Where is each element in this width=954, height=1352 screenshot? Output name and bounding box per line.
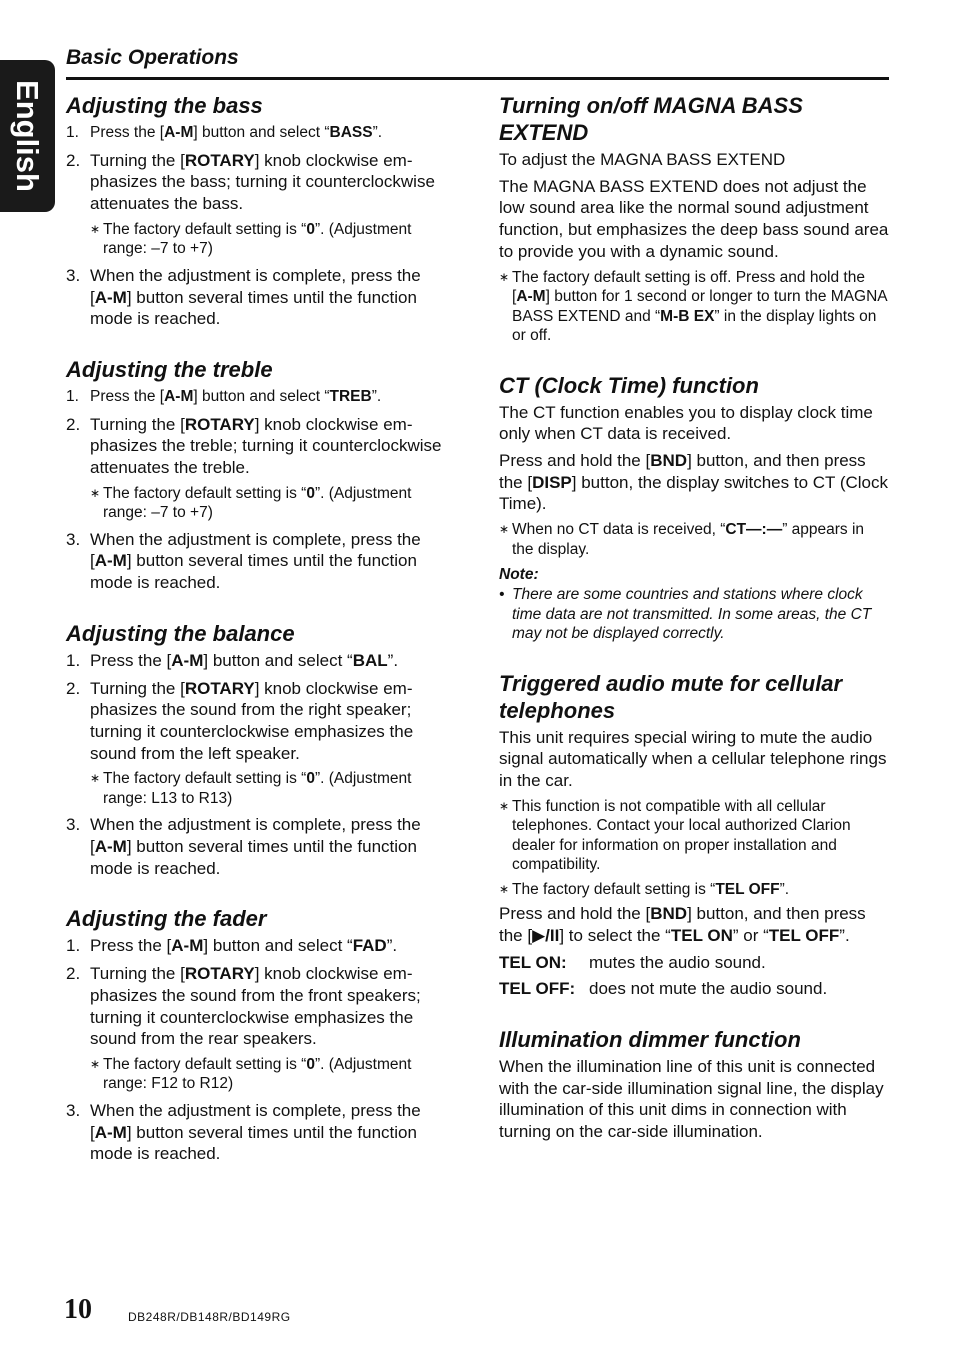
balance-step-3: 3. When the adjustment is complete, press the [A-M] button several times until the function mode is reached. — [66, 815, 421, 878]
treble-section — [66, 356, 446, 594]
ct-note: • There are some countries and stations where clock time data are not transmitted. In some areas, the CT may not be displayed correctly. — [499, 586, 872, 643]
magna-intro: To adjust the MAGNA BASS EXTEND — [499, 150, 786, 169]
balance-steps — [66, 650, 446, 880]
mute-footnote-2: ∗ The factory default setting is “TEL OFF”. — [499, 880, 790, 898]
fader-step-3: 3. When the adjustment is complete, press the [A-M] button several times until the function mode is reached. — [66, 1100, 421, 1164]
mute-title: Triggered audio mute for cellular telephones — [499, 670, 843, 723]
illum-title: Illumination dimmer function — [499, 1026, 801, 1052]
tel-off-row: TEL OFF: does not mute the audio sound. — [499, 979, 828, 999]
fader-section — [66, 905, 446, 1165]
balance-footnote: ∗ The factory default setting is “0”. (Adjustment range: L13 to R13) — [90, 770, 412, 807]
bass-step-3: 3. When the adjustment is complete, press the [A-M] button several times until the function mode is reached. — [66, 265, 421, 329]
magna-description: The MAGNA BASS EXTEND does not adjust the low sound area like the normal sound adjustment function, but emphasizes the deep bass sound area to provide you with a dynamic sound. — [499, 176, 889, 261]
section-header-title: Basic Operations — [66, 46, 239, 69]
bass-footnote: ∗ The factory default setting is “0”. (Adjustment range: –7 to +7) — [90, 220, 412, 258]
language-tab-label: English — [10, 80, 45, 192]
magna-section — [499, 92, 889, 346]
treble-step-1: 1. Press the [A-M] button and select “TREB”. — [66, 387, 382, 405]
bass-step-2: 2. Turning the [ROTARY] knob clockwise emphasizes the bass; turning it counterclockwise attenuates the bass. ∗ The factory default setting is “0”. (Adjustment range: –7 to +7) — [66, 150, 446, 259]
bass-steps — [66, 122, 446, 330]
ct-instructions: Press and hold the [BND] button, and then press the [DISP] button, the display switches to CT (Clock Time). — [499, 450, 888, 514]
tel-on-row: TEL ON: mutes the audio sound. — [499, 952, 766, 972]
bass-step-1: 1. Press the [A-M] button and select “BASS”. — [66, 124, 383, 141]
ct-title: CT (Clock Time) function — [499, 372, 759, 398]
fader-step-1: 1. Press the [A-M] button and select “FAD”. — [66, 936, 398, 956]
fader-footnote: ∗ The factory default setting is “0”. (Adjustment range: F12 to R12) — [90, 1055, 412, 1093]
ct-footnote: ∗ When no CT data is received, “CT—:—” appears in the display. — [499, 521, 865, 558]
balance-step-2: 2. Turning the [ROTARY] knob clockwise emphasizes the sound from the right speaker; turning it counterclockwise emphasizes the sound from the left speaker. ∗ The factory default setting is “0”. (Adjustment range: L13 to R13) — [66, 678, 446, 809]
mute-intro: This unit requires special wiring to mute the audio signal automatically when a cellular telephone rings in the car. — [499, 727, 887, 790]
fader-step-2: 2. Turning the [ROTARY] knob clockwise emphasizes the sound from the front speakers; turning it counterclockwise emphasizes the sound from the rear speakers. ∗ The factory default setting is “0”. (Adjustment range: F12 to R12) — [66, 963, 446, 1094]
treble-step-3: 3. When the adjustment is complete, press the [A-M] button several times until the function mode is reached. — [66, 529, 421, 593]
illum-description: When the illumination line of this unit is connected with the car-side illumination signal line, the display illumination of this unit dims in connection with turning on the car-side illumination. — [499, 1056, 884, 1142]
balance-step-1: 1. Press the [A-M] button and select “BAL”. — [66, 650, 399, 670]
fader-title: Adjusting the fader — [66, 906, 267, 932]
treble-title: Adjusting the treble — [66, 356, 273, 382]
model-number: DB248R/DB148R/BD149RG — [128, 1310, 291, 1324]
treble-steps — [66, 386, 446, 594]
illum-section — [499, 1026, 889, 1143]
balance-title: Adjusting the balance — [66, 620, 295, 646]
mute-footnote-1: ∗ This function is not compatible with all cellular telephones. Contact your local authorized Clarion dealer for information on proper installation and compatibility. — [499, 797, 851, 874]
treble-footnote: ∗ The factory default setting is “0”. (Adjustment range: –7 to +7) — [90, 484, 412, 522]
magna-title: Turning on/off MAGNA BASS EXTEND — [499, 93, 803, 145]
ct-note-label: Note: — [499, 566, 539, 584]
page-number: 10 — [64, 1294, 92, 1325]
right-column — [499, 92, 889, 1169]
fader-steps — [66, 935, 446, 1165]
mute-instructions: Press and hold the [BND] button, and then press the [▶/II] to select the “TEL ON” or “TEL OFF”. — [499, 904, 866, 945]
bass-title: Adjusting the bass — [66, 93, 263, 118]
language-tab — [0, 60, 55, 212]
header-rule — [66, 77, 889, 80]
left-column — [66, 92, 446, 1191]
balance-section — [66, 620, 446, 880]
mute-section — [499, 670, 889, 1000]
treble-step-2: 2. Turning the [ROTARY] knob clockwise emphasizes the treble; turning it counterclockwise attenuates the treble. ∗ The factory default setting is “0”. (Adjustment range: –7 to +7) — [66, 414, 446, 523]
magna-footnote: ∗ The factory default setting is off. Press and hold the [A-M] button for 1 second or longer to turn the MAGNA BASS EXTEND and “M-B EX” in the display lights on or off. — [499, 268, 887, 345]
ct-intro: The CT function enables you to display clock time only when CT data is received. — [499, 402, 873, 444]
ct-section — [499, 372, 889, 644]
play-pause-icon: ▶/II — [532, 925, 560, 945]
bass-section — [66, 92, 446, 330]
